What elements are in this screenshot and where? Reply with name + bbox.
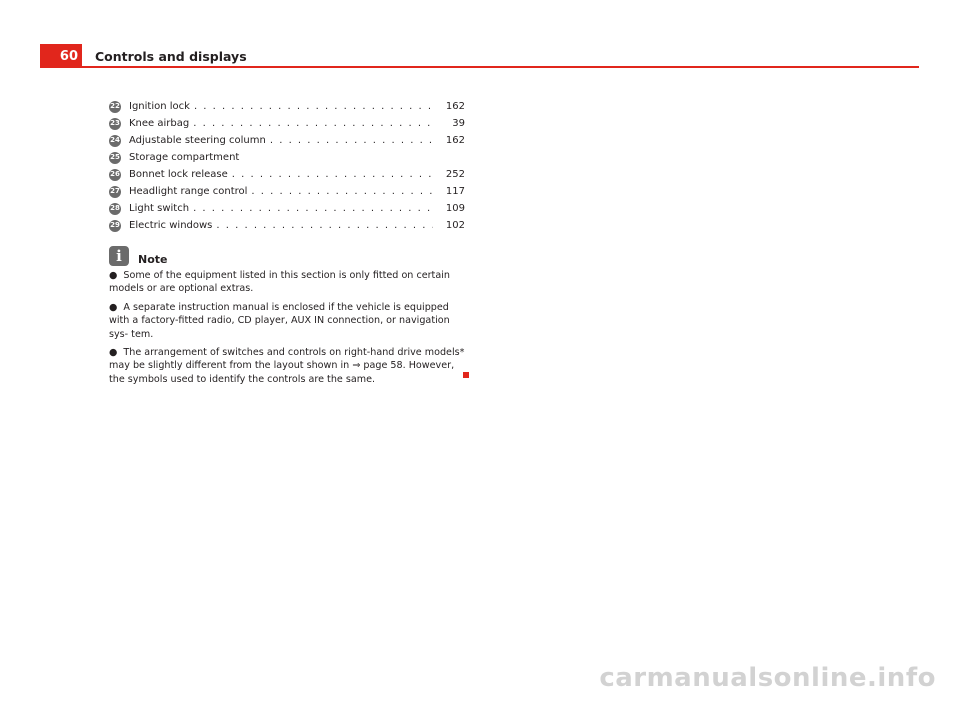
list-item: [109, 149, 465, 166]
note-paragraph: [109, 346, 465, 386]
list-item: [109, 217, 465, 234]
dot-leader: [270, 132, 433, 149]
item-number-badge: 22: [109, 101, 121, 113]
item-number-badge: 26: [109, 169, 121, 181]
item-number-badge: 29: [109, 220, 121, 232]
dot-leader: [232, 166, 433, 183]
item-label: Bonnet lock release: [129, 169, 228, 180]
note-body: [109, 269, 465, 391]
item-page-ref: 252: [445, 169, 465, 180]
note-paragraph-text: Some of the equipment listed in this section is only fitted on certain models or are optional extras.: [109, 270, 450, 295]
header-divider: [40, 66, 919, 68]
item-page-ref: 117: [445, 186, 465, 197]
watermark: carmanualsonline.info: [599, 663, 936, 693]
list-item: [109, 200, 465, 217]
item-label: Electric windows: [129, 220, 213, 231]
dot-leader: [193, 200, 433, 217]
list-item: [109, 132, 465, 149]
item-page-ref: 162: [445, 135, 465, 146]
dot-leader: [251, 183, 433, 200]
item-page-ref: 109: [445, 203, 465, 214]
component-index-list: [109, 98, 465, 234]
dot-leader: [194, 98, 433, 115]
page-number-text: 60: [59, 49, 78, 64]
item-number-badge: 24: [109, 135, 121, 147]
item-page-ref: 39: [452, 118, 465, 129]
item-number-badge: 28: [109, 203, 121, 215]
list-item: [109, 115, 465, 132]
item-number-badge: 27: [109, 186, 121, 198]
item-label: Headlight range control: [129, 186, 248, 197]
section-title: Controls and displays: [95, 49, 247, 64]
item-page-ref: 162: [445, 101, 465, 112]
note-paragraph-text: A separate instruction manual is enclosed if the vehicle is equipped with a factory-fitted radio, CD player, AUX IN connection, or navigation sys- tem.: [109, 301, 450, 340]
item-label: Adjustable steering column: [129, 135, 266, 146]
page-number: [40, 44, 82, 67]
item-label: Ignition lock: [129, 101, 190, 112]
bullet: ●: [109, 347, 118, 359]
bullet: ●: [109, 301, 118, 313]
note-header: [109, 246, 167, 266]
item-label: Storage compartment: [129, 152, 240, 163]
info-icon: i: [109, 246, 129, 266]
dot-leader: [216, 217, 433, 234]
item-number-badge: 23: [109, 118, 121, 130]
note-paragraph: [109, 269, 465, 296]
item-number-badge: 25: [109, 152, 121, 164]
item-label: Light switch: [129, 203, 190, 214]
note-paragraph: [109, 301, 465, 341]
list-item: [109, 98, 465, 115]
list-item: [109, 183, 465, 200]
section-end-marker: [463, 372, 469, 378]
item-page-ref: 102: [445, 220, 465, 231]
item-label: Knee airbag: [129, 118, 190, 129]
note-title: Note: [138, 253, 168, 266]
list-item: [109, 166, 465, 183]
dot-leader: [193, 115, 433, 132]
note-paragraph-text: The arrangement of switches and controls on right-hand drive models* may be slightly different from the layout shown in ⇒ page 58. However, the symbols used to identify the controls are the same.: [109, 347, 465, 385]
bullet: ●: [109, 270, 118, 281]
